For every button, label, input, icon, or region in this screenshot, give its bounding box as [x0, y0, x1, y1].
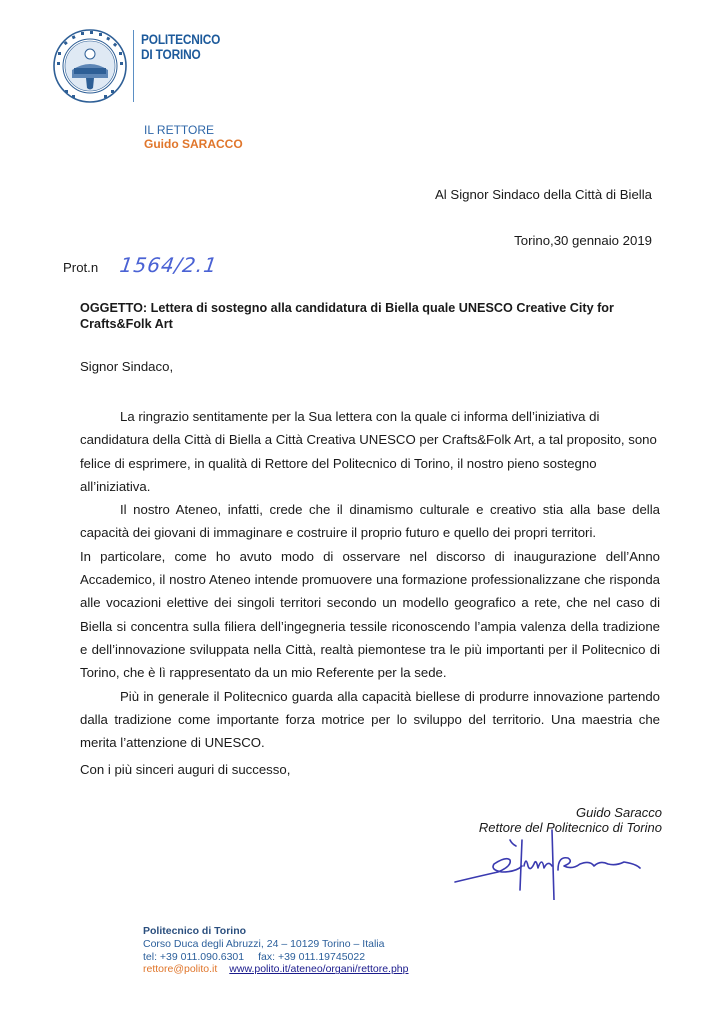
- body-paragraph: Più in generale il Politecnico guarda alla capacità biellese di produrre innovazione partendo dalla tradizione come importante forza motrice per lo sviluppo del territorio. Una maestria che merita l’attenzione di UNESCO.: [80, 688, 660, 751]
- place-date: Torino,30 gennaio 2019: [514, 233, 652, 248]
- footer-organization: Politecnico di Torino: [143, 925, 247, 937]
- rector-name: Guido SARACCO: [144, 137, 243, 151]
- closing-line: Con i più sinceri auguri di successo,: [80, 762, 291, 777]
- university-seal-logo: [52, 28, 128, 104]
- letter-body: [80, 405, 660, 754]
- office-title: IL RETTORE: [144, 123, 215, 137]
- letterhead-footer: [143, 925, 408, 976]
- footer-fax: fax: +39 011.19745022: [258, 950, 366, 963]
- signatory-name: Guido Saracco: [576, 805, 662, 820]
- footer-contacts: [143, 951, 408, 964]
- footer-email-link[interactable]: rettore@polito.it: [143, 963, 218, 976]
- protocol-number-handwritten: 1564/2.1: [118, 253, 220, 277]
- footer-address: Corso Duca degli Abruzzi, 24 – 10129 Torino – Italia: [143, 937, 385, 950]
- body-paragraph: La ringrazio sentitamente per la Sua lettera con la quale ci informa dell’iniziativa di candidatura della Città di Biella a Città Creativa UNESCO per Crafts&Folk Art, a tal proposito, sono felice di esprimere, in qualità di Rettore del Politecnico di Torino, il nostro pieno sostegno all’iniziativa.: [80, 409, 657, 494]
- subject-line: OGGETTO: Lettera di sostegno alla candidatura di Biella quale UNESCO Creative City for Crafts&Folk Art: [80, 300, 614, 331]
- salutation: Signor Sindaco,: [80, 359, 174, 374]
- body-paragraph: Il nostro Ateneo, infatti, crede che il dinamismo culturale e creativo stia alla base della capacità dei giovani di immaginare e costruire il proprio futuro e quello dei propri territori.: [80, 502, 660, 541]
- protocol-label: Prot.n: [63, 260, 99, 275]
- footer-website-link[interactable]: www.polito.it/ateneo/organi/rettore.php: [229, 963, 409, 976]
- letterhead-divider: [133, 30, 134, 102]
- handwritten-signature: [450, 820, 710, 900]
- signatory-role: Rettore del Politecnico di Torino: [478, 820, 662, 835]
- footer-links: [143, 963, 408, 976]
- recipient: Al Signor Sindaco della Città di Biella: [435, 187, 652, 202]
- institution-name-line2: DI TORINO: [141, 47, 201, 62]
- body-paragraph: In particolare, come ho avuto modo di osservare nel discorso di inaugurazione dell’Anno Accademico, il nostro Ateneo intende promuovere una formazione professionalizzane che risponda alle vocazioni elettive dei singoli territori secondo un modello geografico a rete, che nel caso di Biella si concentra sulla filiera dell’ingegneria tessile riconoscendo l’ampia valenza della tradizione e dell’innovazione sviluppata nella Città, realtà piemontese tra le più importanti per il Politecnico di Torino, che è lì rappresentato da un mio Referente per la sede.: [80, 548, 660, 681]
- institution-name: [141, 32, 220, 62]
- institution-name-line1: POLITECNICO: [141, 32, 221, 47]
- footer-tel: tel: +39 011.090.6301: [143, 950, 245, 963]
